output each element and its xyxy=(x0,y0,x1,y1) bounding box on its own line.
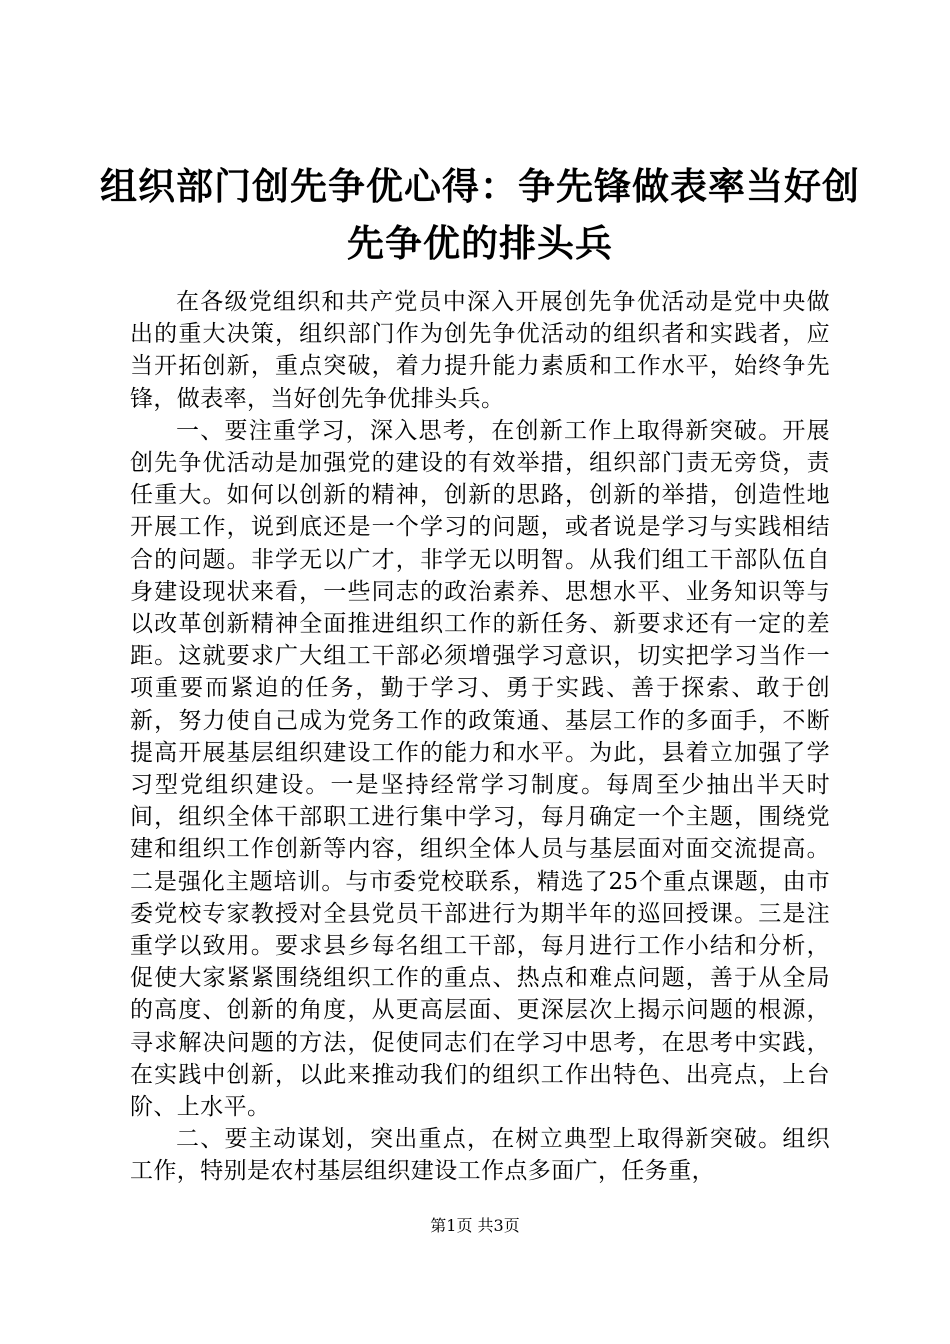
paragraph-section-two: 二、要主动谋划，突出重点，在树立典型上取得新突破。组织工作，特别是农村基层组织建设工作点多面广，任务重， xyxy=(130,1126,830,1185)
paragraph-section-one: 一、要注重学习，深入思考，在创新工作上取得新突破。开展创先争优活动是加强党的建设的有效举措，组织部门责无旁贷，责任重大。如何以创新的精神，创新的思路，创新的举措，创造性地开展工作，说到底还是一个学习的问题，或者说是学习与实践相结合的问题。非学无以广才，非学无以明智。从我们组工干部队伍自身建设现状来看，一些同志的政治素养、思想水平、业务知识等与以改革创新精神全面推进组织工作的新任务、新要求还有一定的差距。这就要求广大组工干部必须增强学习意识，切实把学习当作一项重要而紧迫的任务，勤于学习、勇于实践、善于探索、敢于创新，努力使自己成为党务工作的政策通、基层工作的多面手，不断提高开展基层组织建设工作的能力和水平。为此，县着立加强了学习型党组织建设。一是坚持经常学习制度。每周至少抽出半天时间，组织全体干部职工进行集中学习，每月确定一个主题，围绕党建和组织工作创新等内容，组织全体人员与基层面对面交流提高。二是强化主题培训。与市委党校联系，精选了25个重点课题，由市委党校专家教授对全县党员干部进行为期半年的巡回授课。三是注重学以致用。要求县乡每名组工干部，每月进行工作小结和分析，促使大家紧紧围绕组织工作的重点、热点和难点问题，善于从全局的高度、创新的角度，从更高层面、更深层次上揭示问题的根源，寻求解决问题的方法，促使同志们在学习中思考，在思考中实践，在实践中创新，以此来推动我们的组织工作出特色、出亮点，上台阶、上水平。 xyxy=(130,417,830,1121)
document-title: 组织部门创先争优心得：争先锋做表率当好创先争优的排头兵 xyxy=(100,164,860,265)
page-number-footer: 第1页 共3页 xyxy=(430,1216,520,1235)
paragraph-intro: 在各级党组织和共产党员中深入开展创先争优活动是党中央做出的重大决策，组织部门作为创先争优活动的组织者和实践者，应当开拓创新，重点突破，着力提升能力素质和工作水平，始终争先锋，做表率，当好创先争优排头兵。 xyxy=(130,289,830,412)
document-body xyxy=(130,286,830,1188)
